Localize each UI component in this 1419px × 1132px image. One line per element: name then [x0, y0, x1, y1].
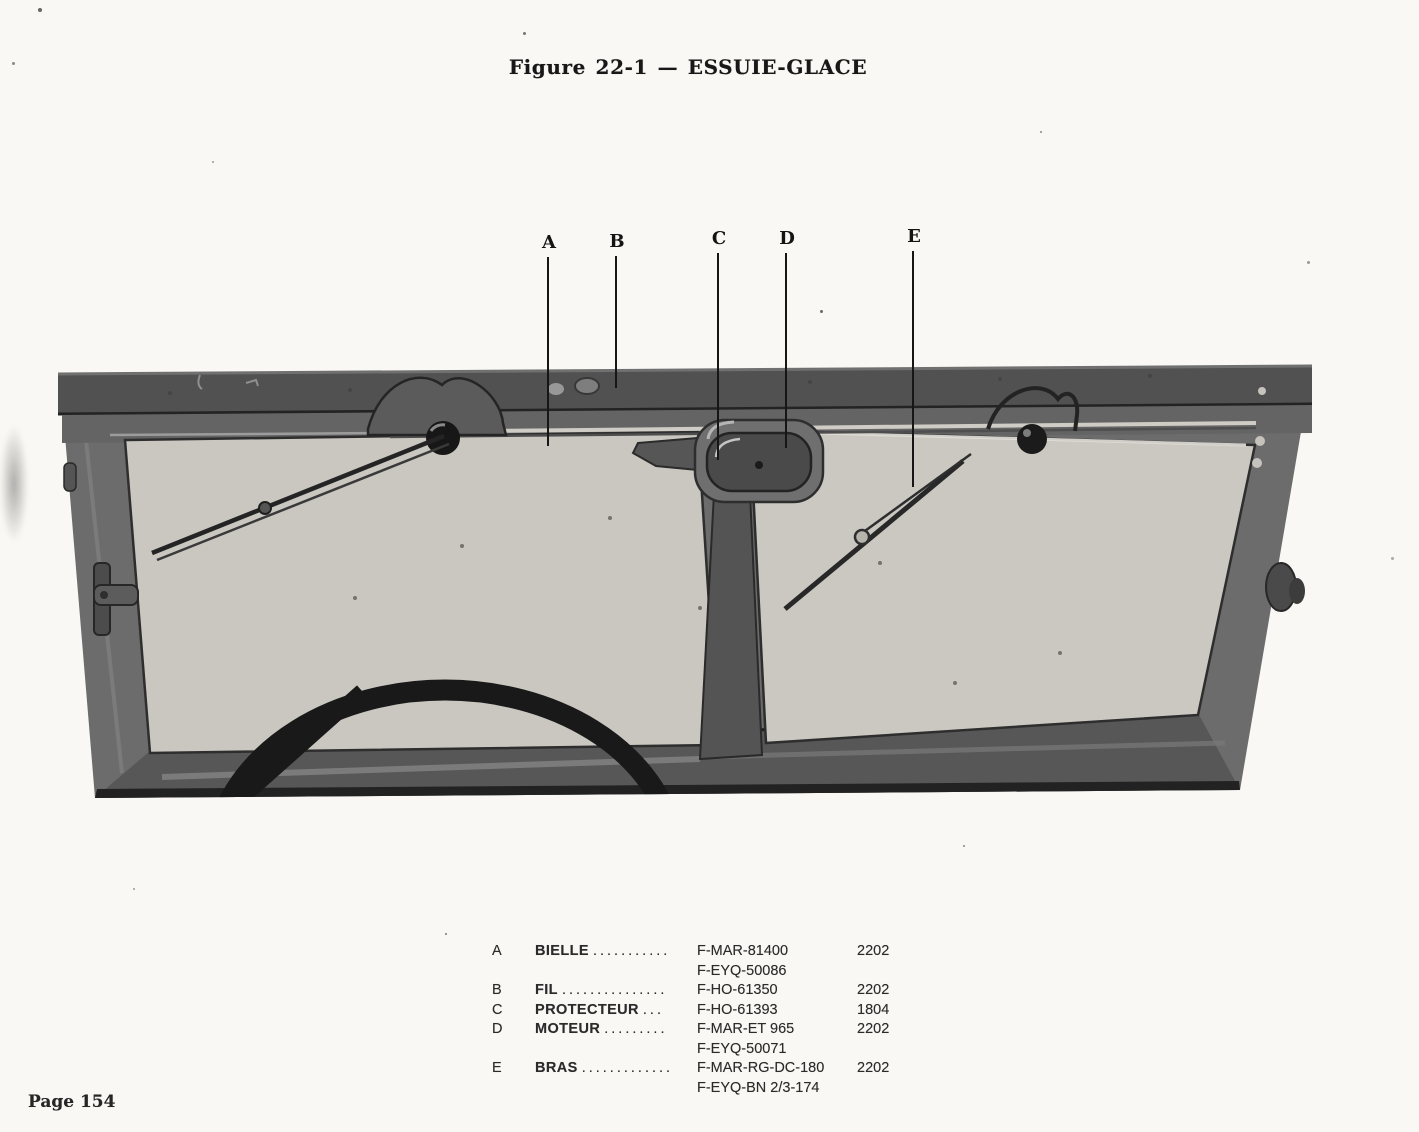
paper-speck: [38, 8, 42, 12]
callout-letter-c: C: [711, 228, 727, 249]
paper-speck: [445, 933, 447, 935]
parts-row-b: [492, 981, 932, 1001]
callout-leader-b: [615, 256, 617, 388]
right-latch: [1266, 563, 1305, 611]
callout-letter-e: E: [907, 226, 921, 247]
part-name: BIELLE ...........: [535, 943, 671, 959]
left-glass-panel: [125, 432, 718, 753]
windshield-photo: [50, 353, 1330, 815]
part-code: 1804: [857, 1001, 890, 1018]
part-letter: E: [492, 1060, 502, 1076]
paper-smudge: [0, 425, 28, 543]
part-letter: C: [492, 1001, 503, 1018]
part-code: 2202: [857, 982, 890, 998]
part-numbers: F-HO-61393: [697, 1001, 778, 1018]
callout-letter-b: B: [609, 231, 625, 252]
paper-speck: [1391, 557, 1394, 560]
paper-speck: [523, 32, 526, 35]
windshield-photo-svg: [50, 353, 1330, 815]
part-name: PROTECTEUR ...: [535, 1001, 664, 1018]
right-glass-panel: [750, 430, 1255, 743]
part-numbers: F-MAR-RG-DC-180 F-EYQ-BN 2/3-174: [697, 1060, 825, 1096]
parts-table: [492, 942, 932, 1098]
part-numbers: F-MAR-ET 965 F-EYQ-50071: [697, 1021, 795, 1057]
wire-grommet: [575, 378, 599, 394]
paper-speck: [212, 161, 214, 163]
part-name: MOTEUR .........: [535, 1021, 668, 1037]
parts-row-e: [492, 1059, 932, 1098]
callout-letter-d: D: [779, 228, 795, 249]
paper-speck: [1307, 261, 1310, 264]
part-code: 2202: [857, 1060, 890, 1076]
parts-row-a: [492, 942, 932, 981]
callout-leader-a: [547, 257, 549, 446]
callout-leader-c: [717, 253, 719, 460]
part-name: BRAS .............: [535, 1060, 674, 1076]
part-name: FIL ...............: [535, 982, 668, 998]
callout-leader-d: [785, 253, 787, 448]
callout-leader-e: [912, 251, 914, 487]
part-letter: A: [492, 943, 502, 959]
part-code: 2202: [857, 943, 890, 959]
parts-row-c: [492, 1001, 932, 1021]
part-numbers: F-MAR-81400 F-EYQ-50086: [697, 943, 789, 979]
paper-speck: [820, 310, 823, 313]
part-letter: D: [492, 1021, 503, 1037]
page-number: Page 154: [28, 1092, 116, 1112]
part-letter: B: [492, 982, 502, 998]
right-wiper-pivot: [1017, 424, 1047, 454]
paper-speck: [963, 845, 965, 847]
paper-speck: [133, 888, 135, 890]
callout-letter-a: A: [542, 232, 556, 253]
part-code: 2202: [857, 1021, 890, 1037]
figure-title: Figure 22-1 — ESSUIE-GLACE: [508, 55, 868, 79]
part-numbers: F-HO-61350: [697, 982, 778, 998]
paper-speck: [1040, 131, 1042, 133]
parts-row-d: [492, 1020, 932, 1059]
